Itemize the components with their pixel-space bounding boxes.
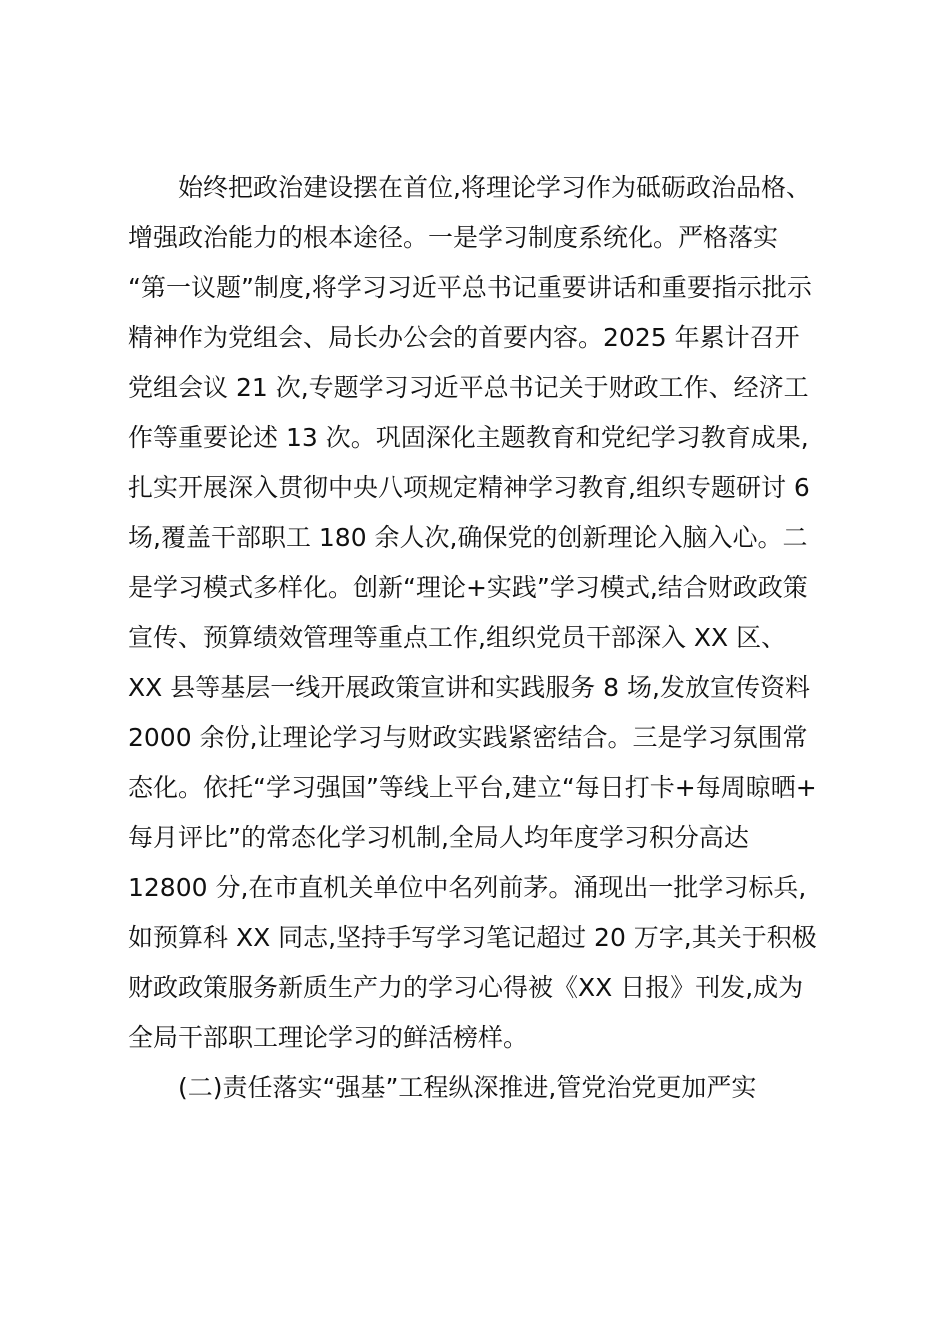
paragraph-line: 精神作为党组会、局长办公会的首要内容。2025 年累计召开 xyxy=(128,323,800,352)
paragraph-line: XX 县等基层一线开展政策宣讲和实践服务 8 场,发放宣传资料 xyxy=(128,673,810,702)
paragraph-line: 如预算科 XX 同志,坚持手写学习笔记超过 20 万字,其关于积极 xyxy=(128,923,817,952)
paragraph-line: 始终把政治建设摆在首位,将理论学习作为砥砺政治品格、 xyxy=(178,173,811,202)
paragraph-line: “第一议题”制度,将学习习近平总书记重要讲话和重要指示批示 xyxy=(128,273,812,302)
paragraph-line: 扎实开展深入贯彻中央八项规定精神学习教育,组织专题研讨 6 xyxy=(128,473,810,502)
paragraph-line: 每月评比”的常态化学习机制,全局人均年度学习积分高达 xyxy=(128,823,749,852)
paragraph-line: 场,覆盖干部职工 180 余人次,确保党的创新理论入脑入心。二 xyxy=(128,523,808,552)
paragraph-line: 12800 分,在市直机关单位中名列前茅。涌现出一批学习标兵, xyxy=(128,873,807,902)
section-heading: (二)责任落实“强基”工程纵深推进,管党治党更加严实 xyxy=(178,1073,757,1102)
paragraph-line: 全局干部职工理论学习的鲜活榜样。 xyxy=(128,1023,529,1052)
document-body xyxy=(128,163,828,1113)
paragraph-line: 作等重要论述 13 次。巩固深化主题教育和党纪学习教育成果, xyxy=(128,423,809,452)
paragraph-line: 2000 余份,让理论学习与财政实践紧密结合。三是学习氛围常 xyxy=(128,723,808,752)
paragraph-line: 增强政治能力的根本途径。一是学习制度系统化。严格落实 xyxy=(128,223,779,252)
paragraph-line: 态化。依托“学习强国”等线上平台,建立“每日打卡+每周晾晒+ xyxy=(128,773,817,802)
paragraph-line: 党组会议 21 次,专题学习习近平总书记关于财政工作、经济工 xyxy=(128,373,809,402)
paragraph-line: 财政政策服务新质生产力的学习心得被《XX 日报》刊发,成为 xyxy=(128,973,804,1002)
paragraph-line: 宣传、预算绩效管理等重点工作,组织党员干部深入 XX 区、 xyxy=(128,623,787,652)
paragraph-line: 是学习模式多样化。创新“理论+实践”学习模式,结合财政政策 xyxy=(128,573,808,602)
